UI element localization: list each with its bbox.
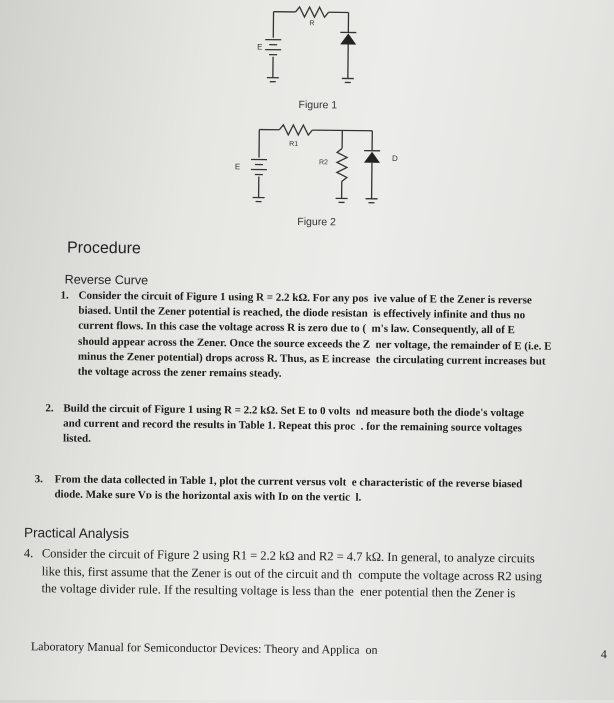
item-number: 1.	[60, 288, 68, 303]
figure-1-schematic	[243, 0, 374, 101]
item-number: 4.	[24, 545, 34, 563]
figure-1-caption: Figure 1	[299, 99, 338, 111]
zener-diode-icon	[340, 33, 356, 44]
text-line: Consider the circuit of Figure 1 using R = 2.2 kΩ. For any pos ive value of E the Zener is reverse	[78, 289, 578, 309]
text-line: minus the Zener potential) drops across R. Thus, as E increase the circulating current increases but	[78, 349, 578, 369]
figure-2-caption: Figure 2	[297, 216, 336, 228]
label-e: E	[235, 162, 240, 171]
text-line: like this, first assume that the Zener is out of the circuit and th compute the voltage across R2 using	[42, 563, 607, 586]
item-number: 3.	[35, 472, 43, 487]
label-e: E	[257, 43, 262, 52]
text-line: Build the circuit of Figure 1 using R = 2.2 kΩ. Set E to 0 volts nd measure both the diode's voltage	[63, 402, 583, 423]
text-line: listed.	[63, 432, 583, 453]
resistor-r	[295, 7, 328, 17]
text-line: the voltage across the zener remains steady.	[78, 365, 578, 385]
label-d: D	[392, 154, 398, 163]
procedure-item-1	[78, 289, 579, 385]
footer-text: Laboratory Manual for Semiconductor Devices: Theory and Applica on	[31, 639, 378, 658]
text-line: Consider the circuit of Figure 2 using R1 = 2.2 kΩ and R2 = 4.7 kΩ. In general, to analyze circuits	[42, 545, 607, 568]
practical-analysis-heading: Practical Analysis	[24, 525, 129, 541]
label-r: R	[309, 20, 314, 27]
text-line: From the data collected in Table 1, plot the current versus volt e characteristic of the reverse biased	[55, 472, 605, 493]
text-line: and current and record the results in Table 1. Repeat this proc . for the remaining source voltages	[63, 417, 583, 438]
text-line: diode. Make sure Vᴅ is the horizontal axis with Iᴅ on the vertic l.	[54, 488, 604, 509]
text-line: biased. Until the Zener potential is reached, the diode resistan is effectively infinite and thus no	[78, 304, 578, 324]
zener-diode-icon	[364, 152, 380, 163]
resistor-r2	[337, 148, 347, 181]
figure-2-schematic	[226, 117, 417, 219]
procedure-item-2	[63, 402, 583, 453]
procedure-item-3	[54, 472, 604, 508]
resistor-r1	[279, 125, 312, 135]
text-line: the voltage divider rule. If the resulting voltage is less than the ener potential then the Zener is	[41, 580, 606, 603]
label-r2: R2	[319, 159, 328, 166]
page-number: 4	[601, 647, 607, 662]
label-r1: R1	[289, 141, 298, 148]
practical-item-4	[41, 545, 607, 603]
procedure-heading: Procedure	[67, 240, 141, 259]
reverse-curve-subheading: Reverse Curve	[65, 273, 149, 288]
text-line: current flows. In this case the voltage across R is zero due to ( m's law. Consequently, all of E	[78, 319, 578, 339]
item-number: 2.	[45, 401, 53, 416]
text-line: should appear across the Zener. Once the source exceeds the Z ner voltage, the remainder of E (i.e. E	[78, 334, 578, 354]
